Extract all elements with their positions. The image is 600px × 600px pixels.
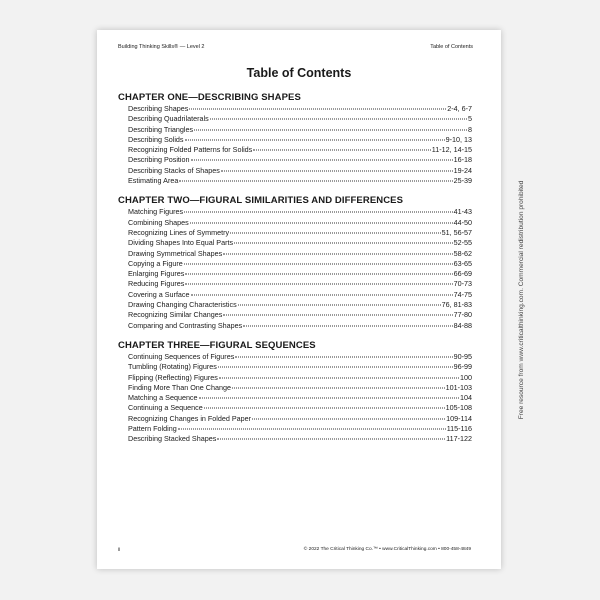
entry-label: Recognizing Folded Patterns for Solids (128, 145, 253, 155)
entry-pages: 51, 56-57 (441, 227, 472, 237)
entry-label: Copying a Figure (128, 258, 183, 268)
dot-leader (204, 408, 445, 409)
chapter-section (118, 92, 472, 186)
toc-entry (118, 383, 472, 393)
entry-pages: 11-12, 14-15 (431, 145, 472, 155)
toc-entry (118, 352, 472, 362)
toc-entry (118, 414, 472, 424)
dot-leader (189, 109, 446, 110)
toc-entry (118, 434, 472, 444)
entry-pages: 109-114 (446, 413, 472, 423)
toc-entry (118, 228, 472, 238)
chapter-section (118, 340, 472, 445)
entry-pages: 115-116 (446, 424, 472, 434)
dot-leader (243, 325, 452, 326)
toc-entry (118, 259, 472, 269)
running-header-left: Building Thinking Skills® — Level 2 (118, 44, 205, 50)
entry-label: Tumbling (Rotating) Figures (128, 362, 217, 372)
entry-pages: 77-80 (453, 310, 472, 320)
entry-label: Matching Figures (128, 207, 184, 217)
toc-entry (118, 403, 472, 413)
entry-label: Flipping (Reflecting) Figures (128, 372, 218, 382)
toc-entry (118, 269, 472, 279)
chapter-heading: CHAPTER THREE—FIGURAL SEQUENCES (118, 339, 316, 351)
entry-pages: 70-73 (453, 279, 472, 289)
running-header-right: Table of Contents (430, 44, 473, 50)
entry-label: Enlarging Figures (128, 269, 185, 279)
dot-leader (210, 119, 467, 120)
entry-label: Reducing Figures (128, 279, 185, 289)
dot-leader (190, 222, 453, 223)
entry-label: Recognizing Similar Changes (128, 310, 223, 320)
dot-leader (178, 429, 446, 430)
dot-leader (184, 212, 452, 213)
dot-leader (238, 305, 441, 306)
entry-label: Drawing Symmetrical Shapes (128, 248, 223, 258)
entry-label: Covering a Surface (128, 289, 190, 299)
entry-pages: 2-4, 6-7 (447, 104, 472, 113)
toc-entry (118, 125, 472, 135)
entry-label: Describing Stacked Shapes (128, 434, 217, 444)
toc-entry (118, 145, 472, 155)
redistribution-notice: Free resource from www.criticalthinking.com. Commercial redistribution prohibited (518, 180, 525, 420)
entry-pages: 8 (468, 124, 472, 134)
entry-label: Describing Position (128, 155, 190, 165)
chapter-heading: CHAPTER ONE—DESCRIBING SHAPES (118, 92, 301, 103)
toc-entry (118, 300, 472, 310)
dot-leader (252, 418, 445, 419)
toc-entry (118, 249, 472, 259)
entry-label: Combining Shapes (128, 217, 189, 227)
toc-entry (118, 166, 472, 176)
toc-entry (118, 104, 472, 114)
entry-pages: 5 (468, 114, 472, 124)
entry-pages: 101-103 (445, 382, 472, 392)
entry-pages: 19-24 (453, 165, 472, 175)
toc-entry (118, 321, 472, 331)
dot-leader (219, 377, 459, 378)
dot-leader (194, 129, 467, 130)
dot-leader (218, 367, 453, 368)
entry-label: Dividing Shapes Into Equal Parts (128, 238, 234, 248)
toc-entry (118, 176, 472, 186)
entry-label: Pattern Folding (128, 424, 177, 434)
dot-leader (185, 274, 452, 275)
entry-pages: 25-39 (453, 176, 472, 186)
entry-label: Comparing and Contrasting Shapes (128, 320, 243, 330)
toc-entry (118, 155, 472, 165)
page-title: Table of Contents (246, 66, 352, 80)
entry-label: Matching a Sequence (128, 393, 198, 403)
chapter-heading: CHAPTER TWO—FIGURAL SIMILARITIES AND DIFFERENCES (118, 195, 404, 207)
entry-pages: 41-43 (453, 207, 472, 217)
dot-leader (191, 160, 453, 161)
dot-leader (217, 439, 445, 440)
dot-leader (185, 284, 452, 285)
entry-pages: 58-62 (453, 248, 472, 258)
toc-entry (118, 114, 472, 124)
entry-pages: 66-69 (453, 269, 472, 279)
toc-entry (118, 207, 472, 217)
page-number: ii (118, 547, 121, 553)
dot-leader (191, 294, 453, 295)
toc-entry (118, 290, 472, 300)
toc-entry (118, 373, 472, 383)
toc-entry (118, 135, 472, 145)
entry-label: Recognizing Changes in Folded Paper (128, 413, 252, 423)
entry-pages: 96-99 (453, 362, 472, 372)
entry-label: Continuing a Sequence (128, 403, 203, 413)
entry-pages: 76, 81-83 (441, 300, 472, 310)
entry-label: Continuing Sequences of Figures (128, 351, 235, 361)
toc-entry (118, 424, 472, 434)
copyright-footer: © 2022 The Critical Thinking Co.™ • www.CriticalThinking.com • 800-458-4849 (303, 547, 471, 552)
toc-entry (118, 310, 472, 320)
chapter-section (118, 195, 472, 331)
toc-entry (118, 218, 472, 228)
entry-label: Describing Triangles (128, 124, 194, 134)
entry-pages: 52-55 (453, 238, 472, 248)
entry-label: Describing Solids (128, 134, 184, 144)
toc-entry (118, 238, 472, 248)
dot-leader (232, 387, 445, 388)
dot-leader (179, 181, 452, 182)
entry-pages: 90-95 (453, 351, 472, 361)
table-of-contents (118, 92, 472, 454)
dot-leader (221, 170, 453, 171)
dot-leader (185, 139, 445, 140)
dot-leader (253, 150, 431, 151)
dot-leader (235, 356, 452, 357)
entry-pages: 117-122 (446, 434, 472, 444)
entry-pages: 105-108 (445, 403, 472, 413)
entry-pages: 104 (460, 393, 472, 403)
toc-entry (118, 279, 472, 289)
entry-label: Drawing Changing Characteristics (128, 300, 237, 310)
entry-pages: 44-50 (453, 217, 472, 227)
entry-label: Finding More Than One Change (128, 382, 231, 392)
entry-label: Describing Stacks of Shapes (128, 165, 220, 175)
document-page (97, 30, 501, 569)
entry-pages: 84-88 (453, 320, 472, 330)
dot-leader (230, 232, 441, 233)
entry-pages: 100 (460, 372, 472, 382)
entry-pages: 74-75 (453, 289, 472, 299)
entry-label: Recognizing Lines of Symmetry (128, 227, 230, 237)
dot-leader (223, 315, 452, 316)
entry-label: Describing Shapes (128, 104, 189, 113)
dot-leader (199, 398, 459, 399)
entry-pages: 16-18 (453, 155, 472, 165)
toc-entry (118, 362, 472, 372)
entry-label: Estimating Area (128, 176, 179, 186)
entry-pages: 63-65 (453, 258, 472, 268)
entry-pages: 9-10, 13 (445, 134, 472, 144)
dot-leader (223, 253, 452, 254)
dot-leader (234, 243, 453, 244)
entry-label: Describing Quadrilaterals (128, 114, 209, 124)
dot-leader (184, 263, 453, 264)
toc-entry (118, 393, 472, 403)
